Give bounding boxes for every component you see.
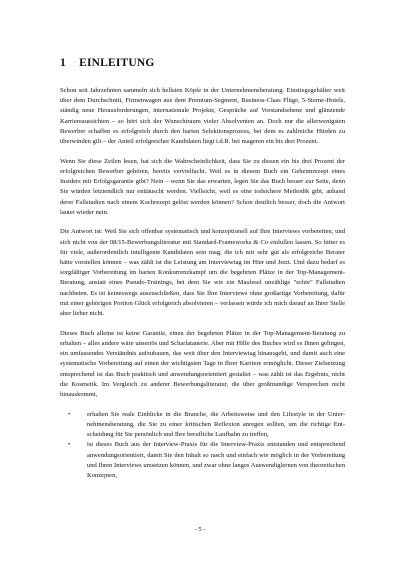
- chapter-title: EINLEITUNG: [79, 57, 155, 69]
- paragraph-1: Schon seit Jahrzehnten sammeln sich hellsten Köpfe in der Unternehmensberatung. Einstiegsgehälter weit über dem Durchschnitt, Firmenwagen aus dem Premium-Segment, Business-Class Flüge, 5-Sterne-Hotels, ständig neue Herausforderungen, internationale Projekte, Gespräche auf Vorstandsebene und glänzende Karriereaussichten – so hört sich der Wunschtraum vieler Absolventen an. Doch nur die allerwenigsten Bewerber schaffen es erfolgreich durch den harten Selektionsprozess, bei dem es zahlreiche Hürden zu überwinden gilt – der Anteil erfolgreicher Kandidaten liegt i.d.R. bei mageren ein bis drei Prozent.: [60, 87, 345, 146]
- page-number: - 5 -: [194, 526, 206, 533]
- bullet-text: erhalten Sie reale Einblicke in die Branche, die Arbeitsweise und den Lifestyle in der Unternehmensberatung, die Sie zu einer kritischen Reflexion anregen sollten, um die richtige Entscheidung für Sie persönlich und Ihre berufliche Laufbahn zu treffen,: [87, 410, 345, 439]
- list-item: [60, 440, 345, 481]
- body-text: [60, 86, 345, 481]
- list-item: [60, 410, 345, 441]
- bullet-icon: •: [68, 410, 71, 418]
- chapter-heading: [60, 57, 155, 69]
- paragraph-3: Die Antwort ist: Weil Sie sich offenbar systematisch und konzeptionell auf Ihre Interviews vorbereiten, und sich nicht von der 08/15-Bewerbungsliteratur mit Standard-Frameworks & Co einlullen lassen. So bitter es für viele, außerordentlich intelligente Kandidaten sein mag, die ich mir sehr gut als erfolgreiche Berater hätte vorstellen können – was zählt ist die Leistung am Interviewtag im Hier und Jetzt. Und dazu bedarf es sorgfältiger Vorbereitung im harten Konkurrenzkampf um die begehrten Plätze in der Top-Management-Beratung, anstatt eines Pseudo-Trainings, bei dem Sie wie ein Maulesel unzählige "echte" Fallstudien nachbeten. Es ist keineswegs auszuschließen, dass Sie Ihre Interviews ohne großartige Vorbereitung, dafür mit einer gehörigen Portion Glück erfolgreich absolvieren – verlassen würde ich mich darauf an Ihrer Stelle aber lieber nicht.: [60, 228, 345, 318]
- bullet-text: ist dieses Buch aus der Interview-Praxis für die Interview-Praxis entstanden und entsprechend anwendungsorientiert, damit Sie den Inhalt so rasch und einfach wie möglich in der Vorbereitung und Ihren Interviews umsetzen können, und zwar ohne langes Auswendiglernen von theoretischen Konzepten,: [87, 441, 345, 479]
- bullet-list: [60, 410, 345, 481]
- bullet-icon: •: [68, 441, 71, 449]
- paragraph-2: Wenn Sie diese Zeilen lesen, hat sich die Wahrscheinlichkeit, dass Sie zu diesen ein bis drei Prozent der erfolgreichen Bewerber gehören, bereits vervielfacht. Weil es in diesem Buch ein Geheimrezept eines Insiders mit Erfolgsgarantie gibt? Nein – wenn Sie das erwarten, legen Sie das Buch besser zur Seite, denn Sie würden letztendlich nur enttäuscht werden. Vielleicht, weil es eine todsichere Methodik gibt, anhand derer Fallstudien nach einem Kochrezept gelöst werden können? Schon deutlich besser, doch die Antwort lautet wieder nein.: [60, 157, 345, 216]
- chapter-number: 1: [60, 57, 66, 69]
- paragraph-4: Dieses Buch alleine ist keine Garantie, einen der begehrten Plätze in der Top-Management-Beratung zu erhalten – alles andere wäre unseriös und Scharlatanerie. Aber mit Hilfe des Buches wird es Ihnen gelingen, ein umfassendes Verständnis aufzubauen, das weit über den Interviewtag hinausgeht, und damit auch eine systematische Vorbereitung auf einen der wichtigsten Tage in Ihrer Karriere ermöglicht. Dieser Zielsetzung entsprechend ist das Buch praktisch und anwendungsorientiert gestaltet – was zählt ist das Ergebnis, nicht die Kosmetik. Im Vergleich zu anderer Bewerbungsliteratur, die über großmundige Versprechen nicht hinauskommt,: [60, 329, 345, 398]
